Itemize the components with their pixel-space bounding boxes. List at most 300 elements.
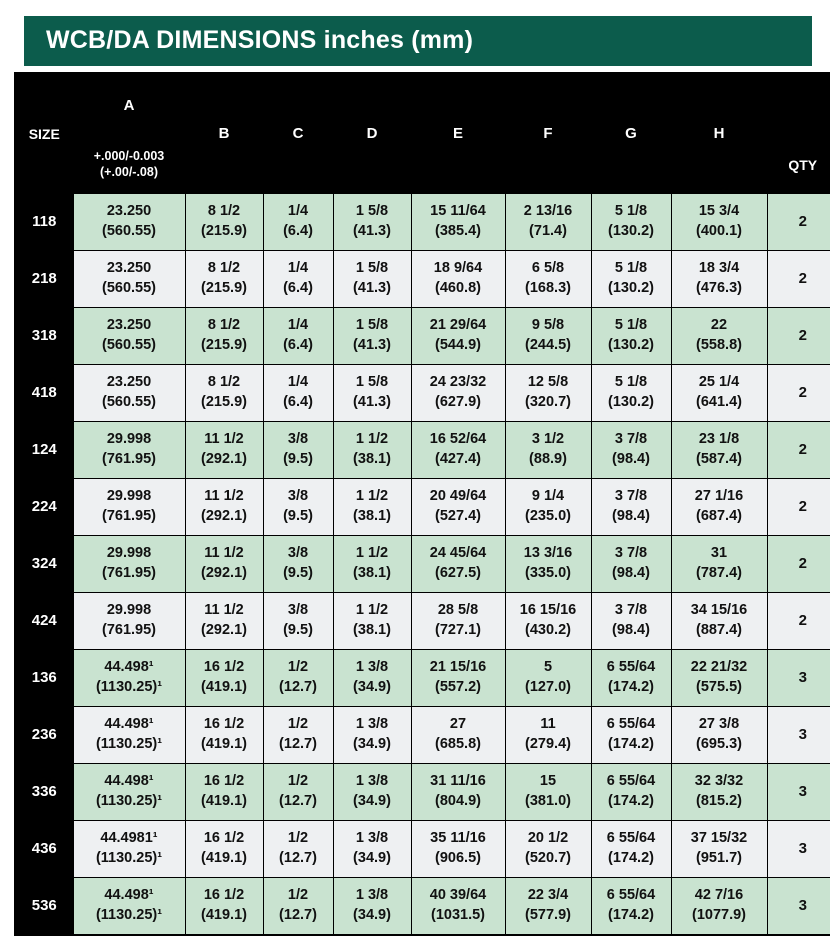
cell-a xyxy=(73,479,185,536)
cell-b-mm: (419.1) xyxy=(201,679,247,695)
cell-b-inches: 8 1/2 xyxy=(207,374,241,391)
cell-qty: 3 xyxy=(767,878,830,936)
cell-h xyxy=(671,422,767,479)
cell-b-inches: 8 1/2 xyxy=(207,317,241,334)
cell-b-mm: (419.1) xyxy=(201,907,247,923)
cell-h-mm: (587.4) xyxy=(696,451,742,467)
table-row xyxy=(15,194,830,251)
cell-h-inches: 27 1/16 xyxy=(694,488,744,505)
cell-qty: 2 xyxy=(767,536,830,593)
cell-d-mm: (41.3) xyxy=(353,223,391,239)
cell-f xyxy=(505,764,591,821)
cell-c-inches: 1/4 xyxy=(287,203,309,220)
cell-d xyxy=(333,308,411,365)
column-header-e: E xyxy=(411,73,505,194)
cell-d xyxy=(333,821,411,878)
table-header-row-main xyxy=(15,73,830,137)
table-row xyxy=(15,764,830,821)
column-header-a-tolerance xyxy=(73,137,185,194)
cell-c-mm: (6.4) xyxy=(283,223,313,239)
cell-e-inches: 31 11/16 xyxy=(430,773,486,790)
column-header-a: A xyxy=(73,73,185,137)
cell-a-inches: 29.998 xyxy=(106,431,152,448)
cell-a xyxy=(73,593,185,650)
table-body xyxy=(15,194,830,936)
cell-b-mm: (292.1) xyxy=(201,565,247,581)
cell-d-inches: 1 1/2 xyxy=(355,602,389,619)
cell-b xyxy=(185,707,263,764)
cell-e-inches: 15 11/64 xyxy=(430,203,486,220)
cell-e-inches: 20 49/64 xyxy=(429,488,487,505)
cell-d xyxy=(333,593,411,650)
cell-a-mm: (761.95) xyxy=(101,508,156,524)
cell-g-inches: 3 7/8 xyxy=(614,431,648,448)
cell-e xyxy=(411,764,505,821)
cell-d-inches: 1 5/8 xyxy=(355,260,389,277)
cell-c-inches: 1/2 xyxy=(287,716,309,733)
cell-f-inches: 12 5/8 xyxy=(527,374,569,391)
cell-e xyxy=(411,365,505,422)
cell-h xyxy=(671,707,767,764)
cell-e-mm: (804.9) xyxy=(435,793,481,809)
cell-b xyxy=(185,479,263,536)
cell-e-inches: 24 23/32 xyxy=(429,374,487,391)
cell-g-mm: (98.4) xyxy=(612,451,650,467)
cell-h xyxy=(671,365,767,422)
cell-d-inches: 1 3/8 xyxy=(355,716,389,733)
cell-b-inches: 8 1/2 xyxy=(207,260,241,277)
table-row xyxy=(15,593,830,650)
column-header-b: B xyxy=(185,73,263,194)
cell-h xyxy=(671,536,767,593)
cell-g-inches: 6 55/64 xyxy=(606,659,656,676)
cell-f-inches: 22 3/4 xyxy=(527,887,569,904)
cell-a-inches: 23.250 xyxy=(106,260,152,277)
cell-h-inches: 23 1/8 xyxy=(698,431,740,448)
cell-c-inches: 3/8 xyxy=(287,431,309,448)
cell-d-mm: (41.3) xyxy=(353,337,391,353)
cell-a-mm: (761.95) xyxy=(101,451,156,467)
table-row xyxy=(15,821,830,878)
cell-g-mm: (130.2) xyxy=(608,337,654,353)
cell-a xyxy=(73,650,185,707)
cell-d-inches: 1 1/2 xyxy=(355,545,389,562)
cell-b xyxy=(185,194,263,251)
cell-g-inches: 5 1/8 xyxy=(614,374,648,391)
cell-size: 418 xyxy=(15,365,73,422)
cell-f-mm: (244.5) xyxy=(525,337,571,353)
cell-c xyxy=(263,764,333,821)
cell-f-mm: (279.4) xyxy=(525,736,571,752)
cell-d-mm: (38.1) xyxy=(353,565,391,581)
cell-g-mm: (174.2) xyxy=(608,907,654,923)
cell-qty: 3 xyxy=(767,821,830,878)
cell-g-mm: (130.2) xyxy=(608,280,654,296)
cell-h-mm: (951.7) xyxy=(696,850,742,866)
cell-c-inches: 3/8 xyxy=(287,602,309,619)
page-title: WCB/DA DIMENSIONS inches (mm) xyxy=(24,16,812,66)
cell-f-inches: 16 15/16 xyxy=(519,602,577,619)
dimensions-table xyxy=(14,72,830,936)
cell-e-inches: 27 xyxy=(449,716,467,733)
cell-h xyxy=(671,251,767,308)
cell-b-mm: (215.9) xyxy=(201,394,247,410)
cell-size: 124 xyxy=(15,422,73,479)
cell-e-inches: 35 11/16 xyxy=(430,830,486,847)
cell-g xyxy=(591,365,671,422)
table-row xyxy=(15,536,830,593)
cell-c xyxy=(263,707,333,764)
cell-b-mm: (419.1) xyxy=(201,736,247,752)
cell-e-inches: 21 29/64 xyxy=(429,317,487,334)
cell-h-inches: 15 3/4 xyxy=(698,203,740,220)
a-tolerance-line1: +.000/-0.003 xyxy=(93,149,165,164)
cell-a xyxy=(73,365,185,422)
cell-qty: 2 xyxy=(767,308,830,365)
cell-a-inches: 44.498¹ xyxy=(104,659,154,676)
cell-e xyxy=(411,650,505,707)
cell-d-mm: (34.9) xyxy=(353,736,391,752)
table-row xyxy=(15,365,830,422)
cell-c-mm: (12.7) xyxy=(279,907,317,923)
cell-d-mm: (38.1) xyxy=(353,451,391,467)
cell-d-mm: (34.9) xyxy=(353,679,391,695)
cell-f-inches: 11 xyxy=(540,716,556,733)
table-row xyxy=(15,251,830,308)
cell-qty: 3 xyxy=(767,707,830,764)
cell-b xyxy=(185,536,263,593)
cell-c xyxy=(263,251,333,308)
cell-a xyxy=(73,821,185,878)
cell-size: 336 xyxy=(15,764,73,821)
cell-b-mm: (419.1) xyxy=(201,850,247,866)
cell-d-inches: 1 5/8 xyxy=(355,374,389,391)
cell-qty: 2 xyxy=(767,479,830,536)
cell-h-mm: (400.1) xyxy=(696,223,742,239)
cell-h-inches: 25 1/4 xyxy=(698,374,740,391)
cell-c-mm: (9.5) xyxy=(283,622,313,638)
cell-c xyxy=(263,479,333,536)
cell-a xyxy=(73,707,185,764)
cell-h xyxy=(671,593,767,650)
cell-e xyxy=(411,308,505,365)
cell-h xyxy=(671,878,767,936)
table-row xyxy=(15,479,830,536)
cell-d-mm: (41.3) xyxy=(353,280,391,296)
cell-f-mm: (168.3) xyxy=(525,280,571,296)
cell-a-mm: (1130.25)¹ xyxy=(95,736,163,752)
cell-c-inches: 3/8 xyxy=(287,488,309,505)
cell-f-mm: (335.0) xyxy=(525,565,571,581)
cell-b-mm: (215.9) xyxy=(201,337,247,353)
cell-size: 324 xyxy=(15,536,73,593)
cell-a xyxy=(73,251,185,308)
cell-e xyxy=(411,251,505,308)
cell-h xyxy=(671,479,767,536)
cell-size: 118 xyxy=(15,194,73,251)
cell-f xyxy=(505,821,591,878)
cell-b-mm: (215.9) xyxy=(201,223,247,239)
cell-qty: 2 xyxy=(767,365,830,422)
table-row xyxy=(15,650,830,707)
cell-e-mm: (627.5) xyxy=(435,565,481,581)
cell-h xyxy=(671,764,767,821)
cell-f xyxy=(505,365,591,422)
cell-g xyxy=(591,878,671,936)
cell-e xyxy=(411,422,505,479)
cell-qty: 2 xyxy=(767,251,830,308)
cell-d xyxy=(333,479,411,536)
cell-a-inches: 44.4981¹ xyxy=(100,830,158,847)
cell-e xyxy=(411,536,505,593)
cell-b-inches: 11 1/2 xyxy=(204,488,244,505)
cell-a-inches: 29.998 xyxy=(106,602,152,619)
table-row xyxy=(15,707,830,764)
cell-f xyxy=(505,707,591,764)
cell-b-inches: 16 1/2 xyxy=(203,659,245,676)
cell-h-mm: (558.8) xyxy=(696,337,742,353)
cell-e-mm: (1031.5) xyxy=(430,907,485,923)
cell-g-inches: 3 7/8 xyxy=(614,602,648,619)
cell-d xyxy=(333,365,411,422)
cell-e-mm: (685.8) xyxy=(435,736,481,752)
cell-qty: 3 xyxy=(767,650,830,707)
cell-size: 436 xyxy=(15,821,73,878)
cell-d-mm: (34.9) xyxy=(353,907,391,923)
cell-a-inches: 44.498¹ xyxy=(104,773,154,790)
cell-e-inches: 16 52/64 xyxy=(429,431,487,448)
cell-f-inches: 9 1/4 xyxy=(531,488,565,505)
cell-b-inches: 11 1/2 xyxy=(204,545,244,562)
cell-e-mm: (427.4) xyxy=(435,451,481,467)
cell-qty: 2 xyxy=(767,422,830,479)
cell-f-inches: 20 1/2 xyxy=(527,830,569,847)
cell-f xyxy=(505,251,591,308)
cell-g xyxy=(591,707,671,764)
cell-b xyxy=(185,764,263,821)
cell-e xyxy=(411,707,505,764)
cell-h xyxy=(671,194,767,251)
cell-g-mm: (174.2) xyxy=(608,850,654,866)
cell-e-inches: 28 5/8 xyxy=(437,602,479,619)
cell-c-inches: 3/8 xyxy=(287,545,309,562)
cell-e xyxy=(411,593,505,650)
cell-f-inches: 13 3/16 xyxy=(523,545,573,562)
cell-g-inches: 5 1/8 xyxy=(614,260,648,277)
column-header-spacer xyxy=(767,73,830,137)
cell-d-inches: 1 5/8 xyxy=(355,203,389,220)
cell-size: 236 xyxy=(15,707,73,764)
cell-c-mm: (6.4) xyxy=(283,394,313,410)
cell-c-mm: (12.7) xyxy=(279,793,317,809)
column-header-g: G xyxy=(591,73,671,194)
cell-h-inches: 18 3/4 xyxy=(698,260,740,277)
cell-f-inches: 5 xyxy=(543,659,553,676)
cell-c xyxy=(263,308,333,365)
table-header xyxy=(15,73,830,194)
cell-c-mm: (6.4) xyxy=(283,280,313,296)
cell-d-inches: 1 1/2 xyxy=(355,431,389,448)
cell-c-inches: 1/2 xyxy=(287,887,309,904)
cell-a-mm: (1130.25)¹ xyxy=(95,679,163,695)
cell-d xyxy=(333,764,411,821)
cell-h-inches: 37 15/32 xyxy=(690,830,748,847)
cell-a-inches: 23.250 xyxy=(106,203,152,220)
cell-h-mm: (1077.9) xyxy=(691,907,746,923)
cell-e xyxy=(411,821,505,878)
cell-a-inches: 23.250 xyxy=(106,374,152,391)
cell-a-mm: (1130.25)¹ xyxy=(95,793,163,809)
cell-g-mm: (174.2) xyxy=(608,679,654,695)
cell-d-inches: 1 3/8 xyxy=(355,887,389,904)
cell-b-inches: 11 1/2 xyxy=(204,602,244,619)
cell-h xyxy=(671,821,767,878)
cell-h-inches: 27 3/8 xyxy=(698,716,740,733)
cell-c xyxy=(263,536,333,593)
cell-c-inches: 1/2 xyxy=(287,659,309,676)
cell-b-inches: 8 1/2 xyxy=(207,203,241,220)
cell-f-mm: (71.4) xyxy=(529,223,567,239)
cell-h-mm: (575.5) xyxy=(696,679,742,695)
cell-f-mm: (430.2) xyxy=(525,622,571,638)
cell-a-mm: (1130.25)¹ xyxy=(95,907,163,923)
cell-c xyxy=(263,194,333,251)
cell-f-mm: (381.0) xyxy=(525,793,571,809)
cell-e-inches: 18 9/64 xyxy=(433,260,483,277)
cell-f-mm: (88.9) xyxy=(529,451,567,467)
cell-g-mm: (174.2) xyxy=(608,736,654,752)
cell-f-inches: 2 13/16 xyxy=(523,203,573,220)
cell-g-mm: (130.2) xyxy=(608,223,654,239)
cell-b-mm: (215.9) xyxy=(201,280,247,296)
a-tolerance-line2: (+.00/-.08) xyxy=(99,165,158,179)
cell-c xyxy=(263,593,333,650)
column-header-c: C xyxy=(263,73,333,194)
cell-a-inches: 44.498¹ xyxy=(104,716,154,733)
cell-size: 318 xyxy=(15,308,73,365)
cell-c-mm: (9.5) xyxy=(283,451,313,467)
cell-e-mm: (527.4) xyxy=(435,508,481,524)
cell-size: 536 xyxy=(15,878,73,936)
cell-e-mm: (627.9) xyxy=(435,394,481,410)
cell-b xyxy=(185,365,263,422)
cell-g-inches: 6 55/64 xyxy=(606,773,656,790)
cell-f xyxy=(505,422,591,479)
cell-a-mm: (560.55) xyxy=(101,394,156,410)
cell-a-inches: 29.998 xyxy=(106,488,152,505)
cell-h-mm: (687.4) xyxy=(696,508,742,524)
cell-e-mm: (906.5) xyxy=(435,850,481,866)
cell-c-mm: (12.7) xyxy=(279,850,317,866)
cell-d xyxy=(333,422,411,479)
cell-c-inches: 1/4 xyxy=(287,260,309,277)
cell-b xyxy=(185,878,263,936)
cell-f-mm: (127.0) xyxy=(525,679,571,695)
cell-f xyxy=(505,308,591,365)
cell-g xyxy=(591,593,671,650)
cell-b-inches: 16 1/2 xyxy=(203,773,245,790)
table-row xyxy=(15,308,830,365)
cell-g-mm: (98.4) xyxy=(612,508,650,524)
cell-c xyxy=(263,878,333,936)
cell-e xyxy=(411,479,505,536)
cell-c xyxy=(263,365,333,422)
cell-h-mm: (787.4) xyxy=(696,565,742,581)
cell-a-inches: 29.998 xyxy=(106,545,152,562)
cell-b xyxy=(185,821,263,878)
cell-g-mm: (98.4) xyxy=(612,565,650,581)
cell-c-mm: (6.4) xyxy=(283,337,313,353)
cell-a xyxy=(73,422,185,479)
cell-g-inches: 6 55/64 xyxy=(606,716,656,733)
cell-d-inches: 1 3/8 xyxy=(355,773,389,790)
cell-d-mm: (41.3) xyxy=(353,394,391,410)
cell-c xyxy=(263,422,333,479)
cell-a-mm: (761.95) xyxy=(101,622,156,638)
cell-e xyxy=(411,194,505,251)
cell-f xyxy=(505,194,591,251)
cell-c-inches: 1/4 xyxy=(287,374,309,391)
cell-size: 224 xyxy=(15,479,73,536)
cell-c-mm: (12.7) xyxy=(279,736,317,752)
cell-b-mm: (292.1) xyxy=(201,622,247,638)
cell-d-mm: (34.9) xyxy=(353,793,391,809)
cell-b-mm: (292.1) xyxy=(201,508,247,524)
cell-f-inches: 6 5/8 xyxy=(531,260,565,277)
cell-d xyxy=(333,878,411,936)
cell-qty: 2 xyxy=(767,194,830,251)
cell-c-inches: 1/4 xyxy=(287,317,309,334)
cell-a xyxy=(73,194,185,251)
cell-a xyxy=(73,878,185,936)
cell-g-mm: (98.4) xyxy=(612,622,650,638)
cell-g xyxy=(591,251,671,308)
cell-d xyxy=(333,194,411,251)
cell-b xyxy=(185,308,263,365)
table-row xyxy=(15,878,830,936)
cell-g-inches: 3 7/8 xyxy=(614,488,648,505)
cell-g xyxy=(591,422,671,479)
cell-f xyxy=(505,878,591,936)
cell-b xyxy=(185,593,263,650)
cell-h-inches: 42 7/16 xyxy=(694,887,744,904)
cell-f xyxy=(505,479,591,536)
cell-b xyxy=(185,422,263,479)
cell-e-inches: 24 45/64 xyxy=(429,545,487,562)
cell-c-mm: (9.5) xyxy=(283,565,313,581)
cell-d-inches: 1 3/8 xyxy=(355,830,389,847)
cell-g-inches: 6 55/64 xyxy=(606,887,656,904)
cell-e-mm: (544.9) xyxy=(435,337,481,353)
column-header-d: D xyxy=(333,73,411,194)
column-header-h: H xyxy=(671,73,767,194)
cell-h xyxy=(671,650,767,707)
cell-f xyxy=(505,593,591,650)
cell-a xyxy=(73,764,185,821)
cell-d xyxy=(333,251,411,308)
cell-d-mm: (38.1) xyxy=(353,622,391,638)
cell-g xyxy=(591,194,671,251)
cell-f-mm: (235.0) xyxy=(525,508,571,524)
cell-a-mm: (560.55) xyxy=(101,223,156,239)
cell-e-mm: (385.4) xyxy=(435,223,481,239)
cell-e-inches: 21 15/16 xyxy=(429,659,487,676)
cell-g-inches: 5 1/8 xyxy=(614,203,648,220)
cell-d xyxy=(333,536,411,593)
cell-d-inches: 1 5/8 xyxy=(355,317,389,334)
cell-a xyxy=(73,536,185,593)
cell-g xyxy=(591,764,671,821)
